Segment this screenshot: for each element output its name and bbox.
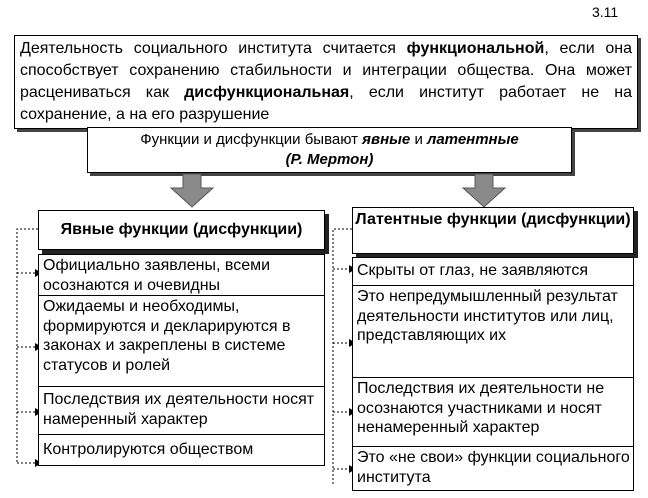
explicit-functions-header: Явные функции (дисфункции)	[38, 210, 325, 250]
merton-author: (Р. Мертон)	[285, 151, 374, 168]
explicit-item-2: Ожидаемы и необходимы, формируются и декларируются в законах и закреплены в системе статусов и ролей	[38, 296, 325, 387]
merton-term-explicit: явные	[362, 131, 411, 148]
merton-line-1: Функции и дисфункции бывают явные и латентные	[140, 131, 519, 148]
latent-item-2: Это непредумышленный результат деятельности институтов или лиц, представляющих их	[352, 286, 634, 378]
latent-item-3: Последствия их деятельности не осознаются участниками и носят ненамеренный характер	[352, 378, 634, 447]
latent-item-1: Скрыты от глаз, не заявляются	[352, 257, 634, 286]
explicit-item-1: Официально заявлены, всеми осознаются и очевидны	[38, 254, 325, 296]
definition-text-2: , если она способствует сохранению стабильности и интеграции общества. Она может расцениваться как	[20, 40, 633, 101]
merton-term-latent: латентные	[427, 131, 519, 148]
latent-functions-header: Латентные функции (дисфункции)	[352, 207, 634, 254]
definition-term-functional: функциональной	[406, 40, 545, 57]
definition-term-dysfunctional: дисфункциональная	[184, 84, 350, 101]
slide-number: 3.11	[592, 4, 619, 20]
latent-item-4: Это «не свои» функции социального института	[352, 447, 634, 491]
definition-text-3: , если институт работает не на сохранение, а на его разрушение	[20, 84, 632, 123]
definition-text-1: Деятельность социального института считается	[20, 40, 407, 57]
explicit-item-4: Контролируются обществом	[38, 435, 325, 466]
explicit-item-3: Последствия их деятельности носят намеренный характер	[38, 387, 325, 435]
